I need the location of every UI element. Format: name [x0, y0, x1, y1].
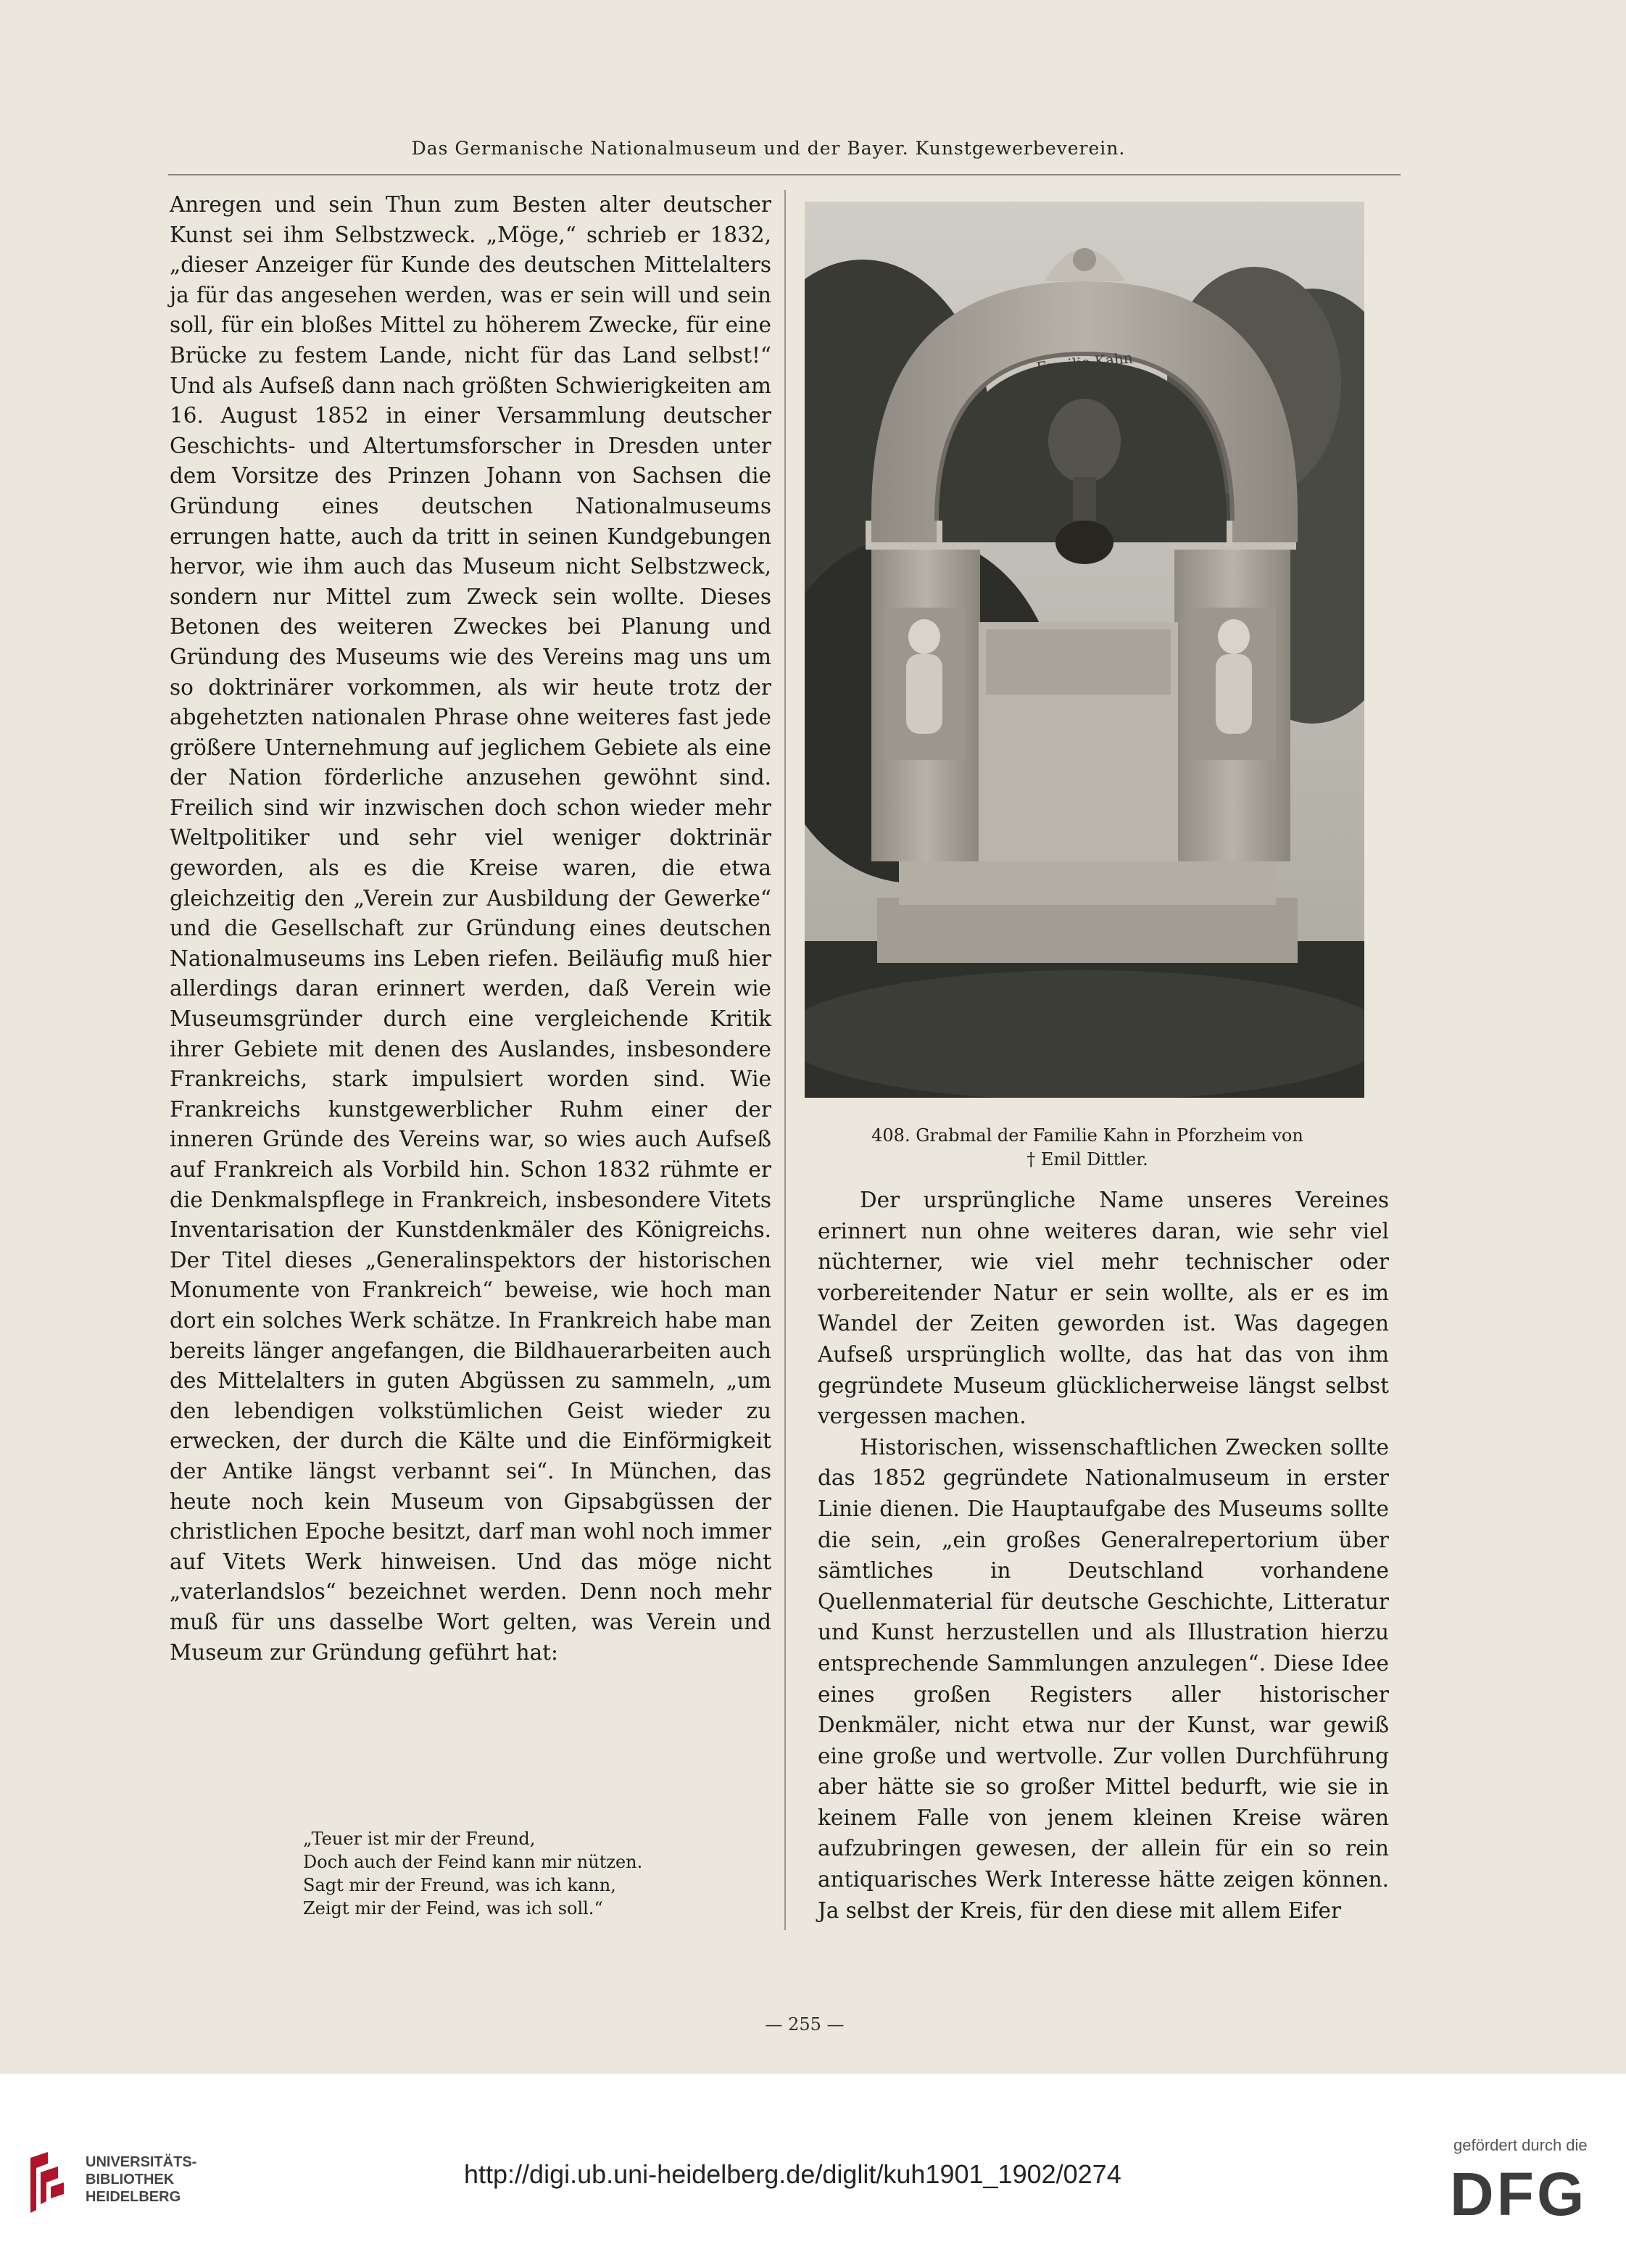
right-paragraph: Der ursprüngliche Name unseres Vereines erinnert nun ohne weiteres daran, wie sehr viel nüchterner, wie viel mehr technischer oder vorbereitender Natur er sein wollte, als er es im Wandel der Zeiten geworden ist. Was dagegen Aufseß ursprünglich wollte, das hat das von ihm gegründete Museum glücklicherweise längst selbst vergessen machen.	[818, 1188, 1389, 1429]
library-logo-icon	[26, 2151, 67, 2216]
poem-line: Sagt mir der Freund, was ich kann,	[303, 1875, 616, 1895]
running-head: Das Germanische Nationalmuseum und der Bayer. Kunstgewerbeverein.	[411, 138, 1126, 159]
footer-bar	[0, 2074, 1626, 2268]
caption-line: † Emil Dittler.	[1026, 1149, 1148, 1170]
column-divider	[784, 190, 786, 1930]
right-column	[818, 1185, 1389, 1926]
caption-line: 408. Grabmal der Familie Kahn in Pforzheim von	[871, 1125, 1303, 1146]
monument-inscription: Familie Kahn	[1035, 349, 1134, 376]
library-name-line: BIBLIOTHEK	[86, 2172, 175, 2188]
header-rule	[168, 174, 1401, 175]
sponsor-text: gefördert durch die	[1453, 2136, 1588, 2154]
grave-monument-photo	[805, 202, 1364, 1098]
library-name-line: UNIVERSITÄTS-	[86, 2154, 197, 2170]
dfg-logo: DFG	[1450, 2160, 1588, 2228]
poem-line: Zeigt mir der Feind, was ich soll.“	[303, 1898, 603, 1919]
library-name	[86, 2153, 196, 2206]
left-paragraph: Anregen und sein Thun zum Besten alter deutscher Kunst sei ihm Selbstzweck. „Möge,“ schrieb er 1832, „dieser Anzeiger für Kunde des deutschen Mittelalters ja für das angesehen werden, was er sein will und sein soll, für ein bloßes Mittel zu höherem Zwecke, für eine Brücke zu festem Lande, nicht für das Land selbst!“ Und als Aufseß dann nach größten Schwierigkeiten am 16. August 1852 in einer Versammlung deutscher Geschichts- und Altertumsforscher in Dresden unter dem Vorsitze des Prinzen Johann von Sachsen die Gründung eines deutschen Nationalmuseums errungen hatte, auch da tritt in seinen Kundgebungen hervor, wie ihm auch das Museum nicht Selbstzweck, sondern nur Mittel zum Zweck sein wollte. Dieses Betonen des weiteren Zweckes bei Planung und Gründung des Museums wie des Vereins mag uns um so doktrinärer vorkommen, als wir heute trotz der abgehetzten nationalen Phrase ohne weiteres fast jede größere Unternehmung auf jeglichem Gebiete als eine der Nation förderliche anzusehen gewöhnt sind. Freilich sind wir inzwischen doch schon wieder mehr Weltpolitiker und sehr viel weniger doktrinär geworden, als es die Kreise waren, die etwa gleichzeitig den „Verein zur Ausbildung der Gewerke“ und die Gesellschaft zur Gründung eines deutschen Nationalmuseums ins Leben riefen. Beiläufig muß hier allerdings daran erinnert werden, daß Verein wie Museumsgründer durch eine vergleichende Kritik ihrer Gebiete mit denen des Auslandes, insbesondere Frankreichs, stark impulsiert worden sind. Wie Frankreichs kunstgewerblicher Ruhm einer der inneren Gründe des Vereins war, so wies auch Aufseß auf Frankreich als Vorbild hin. Schon 1832 rühmte er die Denkmalspflege in Frankreich, insbesondere Vitets Inventarisation der Kunstdenkmäler des Königreichs. Der Titel dieses „Generalinspektors der historischen Monumente von Frankreich“ beweise, wie hoch man dort ein solches Werk schätze. In Frankreich habe man bereits länger angefangen, die Bildhauerarbeiten auch des Mittelalters in guten Abgüssen zu sammeln, „um den lebendigen volkstümlichen Geist wieder zu erwecken, der durch die Kälte und die Einförmigkeit der Antike längst verbannt sei“. In München, das heute noch kein Museum von Gipsabgüssen der christlichen Epoche besitzt, darf man wohl noch immer auf Vitets Werk hinweisen. Und das möge nicht „vaterlandslos“ bezeichnet werden. Denn noch mehr muß für uns dasselbe Wort gelten, was Verein und Museum zur Gründung geführt hat:	[170, 192, 771, 1665]
library-name-line: HEIDELBERG	[86, 2189, 181, 2205]
permalink-url[interactable]: http://digi.ub.uni-heidelberg.de/diglit/kuh1901_1902/0274	[464, 2159, 1121, 2189]
right-paragraph: Historischen, wissenschaftlichen Zwecken sollte das 1852 gegründete Nationalmuseum in erster Linie dienen. Die Hauptaufgabe des Museums sollte die sein, „ein großes Generalrepertorium über sämtliches in Deutschland vorhandene Quellenmaterial für deutsche Geschichte, Litteratur und Kunst herzustellen und als Illustration hierzu entsprechende Sammlungen anzulegen“. Diese Idee eines großen Registers aller historischer Denkmäler, nicht etwa nur der Kunst, war gewiß eine große und wertvolle. Zur vollen Durchführung aber hätte sie so großer Mittel bedurft, wie sie in keinem Falle von jenem kleinen Kreise wären aufzubringen gewesen, der allein für ein so rein antiquarisches Werk Interesse hätte zeigen können. Ja selbst der Kreis, für den diese mit allem Eifer	[818, 1434, 1389, 1923]
poem	[303, 1827, 709, 1920]
poem-line: Doch auch der Feind kann mir nützen.	[303, 1852, 643, 1872]
left-column	[170, 190, 771, 1668]
page-number: — 255 —	[765, 2014, 845, 2035]
figure-caption	[812, 1124, 1363, 1172]
poem-line: „Teuer ist mir der Freund,	[303, 1829, 536, 1849]
photo-illustration	[805, 202, 1364, 1098]
